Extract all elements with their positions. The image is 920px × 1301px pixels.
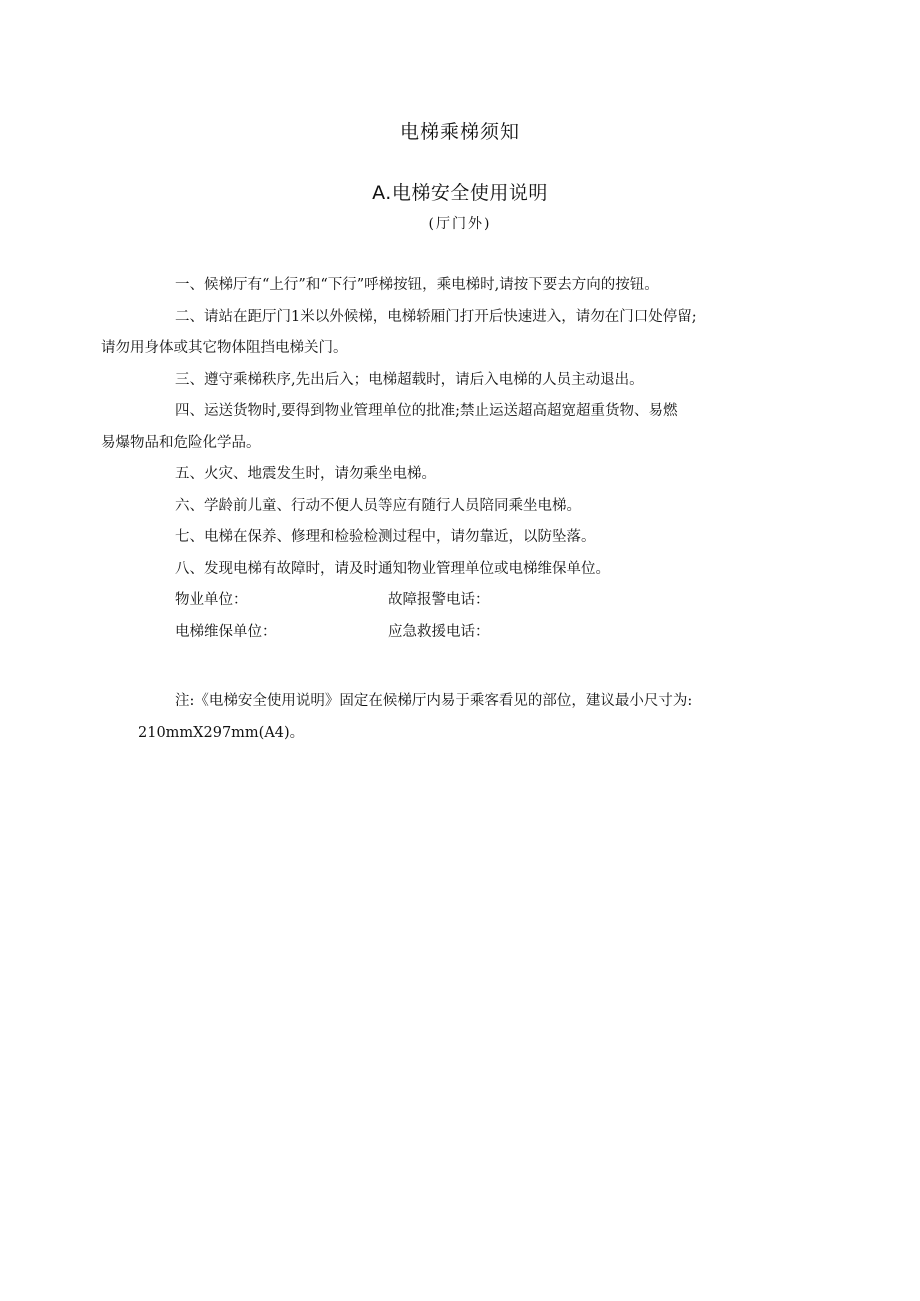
section-title: A.电梯安全使用说明 <box>372 182 548 204</box>
location-note: (厅门外) <box>428 216 492 232</box>
maintenance-unit-label: 电梯维保单位： <box>175 623 277 640</box>
contact-row-property <box>138 585 780 617</box>
instruction-item-2 <box>101 302 780 365</box>
instruction-line: 五、火灾、地震发生时，请勿乘坐电梯。 <box>175 466 436 482</box>
instruction-item-7 <box>138 522 780 554</box>
instruction-line: 二、请站在距厅门1米以外候梯，电梯轿厢门打开后快速进入，请勿在门口处停留; <box>175 308 697 325</box>
emergency-phone-label: 应急救援电话： <box>388 623 490 640</box>
instruction-item-1 <box>138 270 780 302</box>
footnote <box>138 686 788 749</box>
document-title: 电梯乘梯须知 <box>399 121 520 143</box>
property-unit-label: 物业单位： <box>175 592 248 608</box>
fault-phone-label: 故障报警电话： <box>388 592 490 608</box>
footnote-line-1: 注:《电梯安全使用说明》固定在候梯厅内易于乘客看见的部位，建议最小尺寸为: <box>175 693 693 709</box>
instruction-item-5 <box>138 459 780 491</box>
contact-row-maintenance <box>138 617 780 649</box>
instruction-item-4 <box>101 396 780 459</box>
instruction-line: 四、运送货物时,要得到物业管理单位的批准;禁止运送超高超宽超重货物、易燃 <box>175 403 678 419</box>
instruction-item-6 <box>138 491 780 523</box>
instruction-line: 六、学龄前儿童、行动不便人员等应有随行人员陪同乘坐电梯。 <box>175 497 581 514</box>
instruction-line: 七、电梯在保养、修理和检验检测过程中，请勿靠近，以防坠落。 <box>175 529 596 545</box>
footnote-line-2: 210mmX297mm(A4)。 <box>138 724 305 741</box>
instruction-item-8 <box>138 554 780 586</box>
instruction-line: 易爆物品和危险化学品。 <box>101 434 261 451</box>
instruction-item-3 <box>138 365 780 397</box>
instruction-line: 一、候梯厅有“上行”和“下行”呼梯按钮，乘电梯时,请按下要去方向的按钮。 <box>175 277 659 293</box>
instructions-list <box>101 270 780 648</box>
instruction-line: 三、遵守乘梯秩序,先出后入；电梯超载时，请后入电梯的人员主动退出。 <box>175 371 644 388</box>
instruction-line: 请勿用身体或其它物体阻挡电梯关门。 <box>101 340 348 356</box>
instruction-line: 八、发现电梯有故障时，请及时通知物业管理单位或电梯维保单位。 <box>175 560 610 577</box>
